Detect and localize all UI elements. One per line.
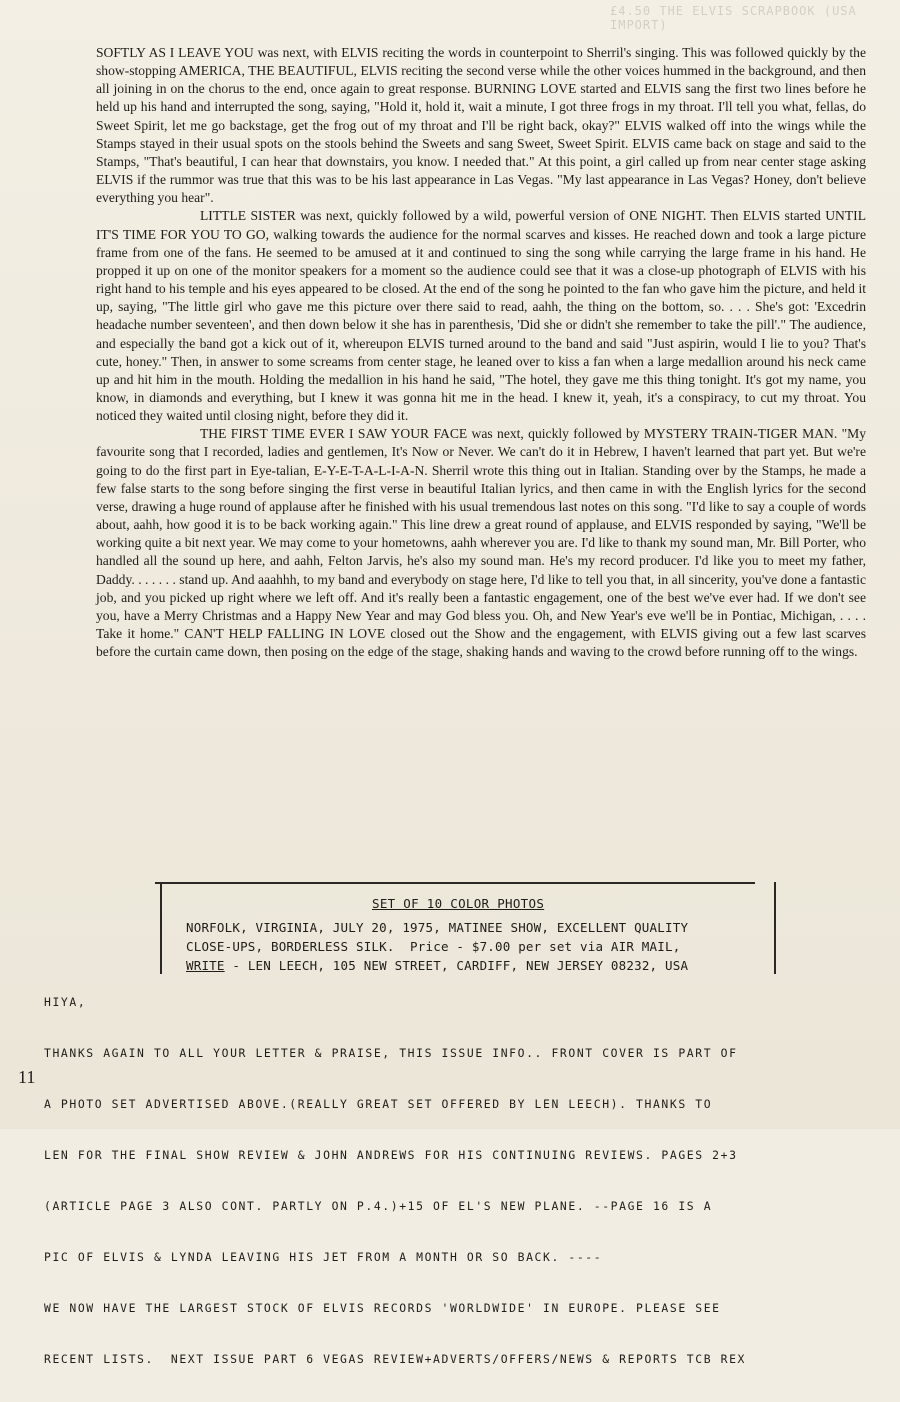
note-line: RECENT LISTS. NEXT ISSUE PART 6 VEGAS REVIEW+ADVERTS/OFFERS/NEWS & REPORTS TCB REX: [44, 1352, 746, 1366]
ad-line-2: CLOSE-UPS, BORDERLESS SILK. Price - $7.00 per set via AIR MAIL,: [186, 939, 681, 954]
header-bleedthrough: £4.50 THE ELVIS SCRAPBOOK (USA IMPORT): [610, 4, 857, 32]
note-line: PIC OF ELVIS & LYNDA LEAVING HIS JET FROM A MONTH OR SO BACK. ----: [44, 1250, 603, 1264]
editor-note: [44, 960, 854, 1402]
ad-title: SET OF 10 COLOR PHOTOS: [372, 896, 545, 911]
note-line: LEN FOR THE FINAL SHOW REVIEW & JOHN ANDREWS FOR HIS CONTINUING REVIEWS. PAGES 2+3: [44, 1148, 738, 1162]
note-line: HIYA,: [44, 995, 87, 1009]
note-line: A PHOTO SET ADVERTISED ABOVE.(REALLY GREAT SET OFFERED BY LEN LEECH). THANKS TO: [44, 1097, 713, 1111]
note-line: THANKS AGAIN TO ALL YOUR LETTER & PRAISE, THIS ISSUE INFO.. FRONT COVER IS PART OF: [44, 1046, 738, 1060]
ad-address: - LEN LEECH, 105 NEW STREET, CARDIFF, NEW JERSEY 08232, USA: [224, 958, 689, 973]
note-line: WE NOW HAVE THE LARGEST STOCK OF ELVIS RECORDS 'WORLDWIDE' IN EUROPE. PLEASE SEE: [44, 1301, 721, 1315]
article-paragraph-2: LITTLE SISTER was next, quickly followed by a wild, powerful version of ONE NIGHT. Then ELVIS started UNTIL IT'S TIME FOR YOU TO GO, walking towards the audience for the normal scarves and kisses. He reached down and took a large picture frame from one of the fans. He seemed to be amused at it and continued to sing the song while carrying the large frame in his hand. He propped it up on one of the monitor speakers for a moment so the audience could see that it was a close-up photograph of ELVIS with his right hand to his temple and his eyes appeared to be closed. At the end of the song he pointed to the fan who gave him the picture, and held it up, saying, "The little girl who gave me this picture over there said to read, aahh, the thing on the bottom, so. . . . She's got: 'Excedrin headache number seventeen', and then down below it she has in parenthesis, 'Did she or didn't she remember to take the pill'." The audience, and especially the band got a kick out of it, whereupon ELVIS turned around to the band and said "Just aspirin, would I lie to you? That's cute, honey." Then, in answer to some screams from center stage, he leaned over to kiss a fan when a large medallion around his neck came up and hit him in the mouth. Holding the medallion in his hand he said, "The hotel, they gave me this thing tonight. It's got my name, you know, in diamonds and everything, but I knew it was gonna hit me in the head. I knew it, yeah, it's a conspiracy, to cut my throat. You noticed they waited until closing night, before they did it.: [96, 208, 866, 424]
ad-write-label: WRITE: [186, 958, 225, 973]
article-paragraph-3: THE FIRST TIME EVER I SAW YOUR FACE was next, quickly followed by MYSTERY TRAIN-TIGER MAN. "My favourite song that I recorded, ladies and gentlemen, It's Now or Never. We can't do it in Hebrew, I haven't learned that part yet. But we're going to do the first part in Eye-talian, E-Y-E-T-A-L-I-A-N. Sherril wrote this thing out in Italian. Standing over by the Stamps, he made a few false starts to the song before singing the first verse in beautiful Italian lyrics, and then came in with the English lyrics for the second verse, drawing a huge round of applause after he finished with his usual tremendous last notes on this song. "I'd like to say a couple of words about, aahh, how good it is to be back working again." This line drew a great round of applause, and ELVIS responded by saying, "We'll be working quite a bit next year. We may come to your hometowns, aahh wherever you are. I'd like to thank my sound man, Mr. Bill Porter, who handled all the sound up here, and aahh, Felton Jarvis, he's also my sound man. He's my record producer. I'd like you to meet my father, Daddy. . . . . . . stand up. And aaahhh, to my band and everybody on stage here, I'd like to tell you that, in all sincerity, you've done a fantastic job, and you picked up right where we left off. And it's really been a fantastic engagement, one of the best we've ever had. If we don't see you, have a Merry Christmas and a Happy New Year and may God bless you. Oh, and New Year's eve we'll be in Pontiac, Michigan, . . . . Take it home." CAN'T HELP FALLING IN LOVE closed out the Show and the engagement, with ELVIS giving out a few last scarves before the curtain came down, then posing on the edge of the stage, shaking hands and waving to the crowd before running off to the wings.: [96, 426, 866, 660]
note-line: (ARTICLE PAGE 3 ALSO CONT. PARTLY ON P.4.)+15 OF EL'S NEW PLANE. --PAGE 16 IS A: [44, 1199, 713, 1213]
article-body: [96, 44, 866, 661]
page-number: 11: [18, 1067, 36, 1087]
article-paragraph-1: SOFTLY AS I LEAVE YOU was next, with ELVIS reciting the words in counterpoint to Sherril's singing. This was followed quickly by the show-stopping AMERICA, THE BEAUTIFUL, ELVIS reciting the second verse while the other voices hummed in the background, and then all joining in on the chorus to the end, once again to great response. BURNING LOVE started and ELVIS sang the first two lines before he held up his hand and interrupted the song, saying, "Hold it, hold it, wait a minute, I got three frogs in my throat. I'll tell you what, fellas, do Sweet Spirit, let me go backstage, get the frog out of my throat and I'll be right back, okay?" ELVIS walked off into the wings while the Stamps stayed in their usual spots on the stools behind the Sweets and sang Sweet, Sweet Spirit. ELVIS came back on stage and said to the Stamps, "That's beautiful, I can hear that downstairs, you know. I needed that." At this point, a girl called up from near center stage asking ELVIS if the rummor was true that this was to be his last appearance in Las Vegas. "My last appearance in Las Vegas? Honey, don't believe everything you hear".: [96, 45, 866, 206]
ad-line-1: NORFOLK, VIRGINIA, JULY 20, 1975, MATINEE SHOW, EXCELLENT QUALITY: [186, 920, 689, 935]
